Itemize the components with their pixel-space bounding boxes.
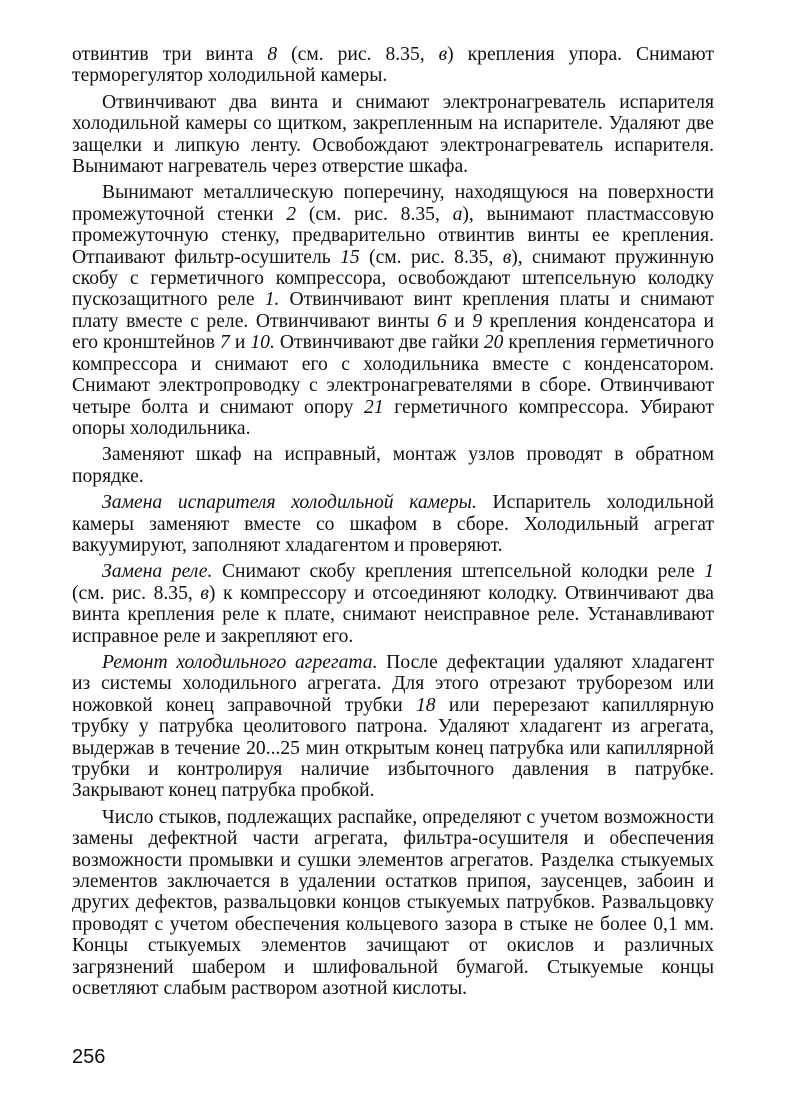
paragraph-8 [72, 807, 714, 1000]
text-run: Отвинчивают две гайки [274, 332, 484, 354]
italic-text: а [452, 203, 463, 225]
text-run: ), снимают пружинную скобу с герметичного компрессора, освобождают штепсельную колодку пускозащитного реле [72, 246, 714, 311]
italic-text: 9 [472, 310, 483, 332]
italic-text: 7 [220, 332, 230, 354]
italic-text: 8 [267, 44, 278, 65]
text-run: (см. рис. 8.35, [359, 246, 503, 268]
italic-text: в [200, 582, 209, 604]
text-run: (см. рис. 8.35, [277, 44, 439, 65]
italic-text: 21 [364, 396, 384, 418]
italic-text: 20 [483, 332, 504, 354]
text-run: ) крепления упора. Снимают терморегулятор холодильной камеры. [72, 44, 714, 87]
text-run: Испаритель холодильной камеры заменяют вместе со шкафом в сборе. Холодильный агрегат вакуумируют, заполняют хладагентом и проверяют. [72, 492, 714, 556]
text-run: Число стыков, подлежащих распайке, определяют с учетом возможности замены дефектной части агрегата, фильтра-осушителя и обеспечения возможности промывки и сушки элементов агрегатов. Разделка стыкуемых элементов заключается в удалении остатков припоя, заусенцев, забоин и других дефектов, развальцовки концов стыкуемых патрубков. Развальцовку проводят с учетом обеспечения кольцевого зазора в стыке не более 0,1 мм. Концы стыкуемых элементов зачищают от окислов и различных загрязнений шабером и шлифовальной бумагой. Стыкуемые концы осветляют слабым раствором азотной кислоты. [72, 806, 714, 1000]
italic-text: 10. [250, 332, 275, 354]
text-run: ), вынимают пластмассовую промежуточную стенку, предварительно отвинтив винты ее крепления. Отпаивают фильтр-осушитель [72, 203, 714, 268]
italic-text: 1. [264, 289, 280, 311]
paragraph-3 [72, 182, 714, 439]
text-run: крепления конденсатора и его кронштейнов [72, 310, 714, 354]
text-run: Снимают скобу крепления штепсельной колодки реле [212, 561, 705, 583]
italic-text: 15 [340, 246, 360, 268]
paragraph-4 [72, 444, 714, 487]
text-run: и [446, 310, 473, 332]
italic-text: в [438, 44, 448, 65]
italic-text: 18 [416, 694, 436, 716]
text-run: отвинтив три винта [72, 44, 268, 65]
text-run: Отвинчивают два винта и снимают электронагреватель испарителя холодильной камеры со щитком, закрепленным на испарителе. Удаляют две защелки и липкую ленту. Освобождают электронагреватель испарителя. Вынимают нагреватель через отверстие шкафа. [72, 91, 714, 178]
paragraph-5 [72, 492, 714, 556]
paragraph-6 [72, 561, 714, 647]
italic-text: Замена реле. [102, 561, 213, 583]
text-run: Заменяют шкаф на исправный, монтаж узлов проводят в обратном порядке. [72, 444, 714, 487]
italic-text: 2 [286, 203, 297, 225]
italic-text: в [502, 246, 512, 268]
text-run: (см. рис. 8.35, [72, 582, 201, 604]
text-run: Отвинчивают винт крепления платы и снимают плату вместе с реле. Отвинчивают винты [72, 289, 714, 332]
italic-text: Замена испарителя холодильной камеры. [102, 492, 477, 514]
text-run: крепления герметичного компрессора и снимают его с холодильника вместе с конденсатором. Снимают электропроводку с электронагревателями в сборе. Отвинчивают четыре болта и снимают опору [72, 332, 714, 418]
italic-text: 1 [704, 561, 714, 583]
paragraph-2 [72, 92, 714, 178]
text-run: и [229, 332, 251, 354]
text-run: (см. рис. 8.35, [296, 203, 453, 225]
text-run: После дефектации удаляют хладагент из системы холодильного агрегата. Для этого отрезают труборезом или ножовкой конец заправочной трубки [72, 651, 714, 716]
text-run: герметичного компрессора. Убирают опоры холодильника. [72, 396, 714, 439]
italic-text: Ремонт холодильного агрегата. [102, 651, 378, 673]
paragraph-1 [72, 44, 714, 87]
page-number: 256 [72, 1046, 106, 1068]
paragraph-7 [72, 652, 714, 802]
italic-text: 6 [436, 310, 447, 332]
text-run: или перерезают капиллярную трубку у патрубка цеолитового патрона. Удаляют хладагент из агрегата, выдержав в течение 20...25 мин открытым конец патрубка или капиллярной трубки и контролируя наличие избыточного давления в патрубке. Закрывают конец патрубка пробкой. [72, 694, 714, 802]
text-run: ) к компрессору и отсоединяют колодку. Отвинчивают два винта крепления реле к плате, снимают неисправное реле. Устанавливают исправное реле и закрепляют его. [72, 582, 715, 647]
body-text [72, 44, 714, 999]
text-run: Вынимают металлическую поперечину, находящуюся на поверхности промежуточной стенки [72, 182, 714, 225]
